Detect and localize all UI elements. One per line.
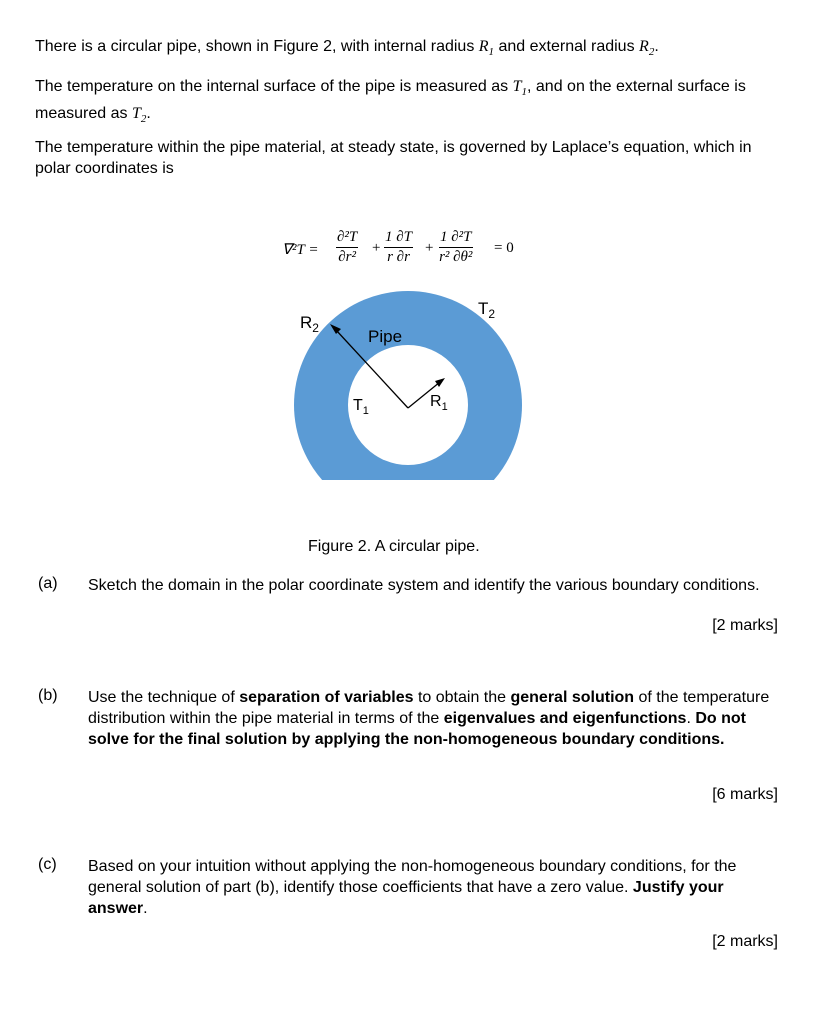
question-b-bold-segment: general solution — [510, 689, 635, 706]
pipe-figure — [280, 290, 540, 480]
intro-text: . — [146, 105, 151, 123]
equation-fraction-2 — [384, 228, 413, 267]
label-r2: $R_2$ — [300, 313, 319, 335]
question-a-label: (a) — [38, 575, 58, 592]
symbol-r1-sub: 1 — [488, 46, 495, 59]
label-t2: $T_2$ — [478, 299, 496, 321]
question-c-text — [88, 856, 778, 919]
equation-plus-2: + — [425, 240, 434, 256]
fraction-2-numerator: 1 ∂T — [384, 228, 413, 248]
fraction-1-numerator: ∂²T — [336, 228, 358, 248]
question-c-segment: Based on your intuition without applying the non-homogeneous boundary conditions, for the general solution of part (b), identify those coefficients that have a zero value. — [88, 858, 737, 896]
intro-text: . — [654, 38, 659, 55]
equation-rhs: = 0 — [494, 240, 514, 256]
label-r1: $R_1$ — [430, 393, 448, 413]
question-b-bold-segment: eigenvalues and eigenfunctions — [443, 710, 687, 727]
question-b-text — [88, 687, 778, 750]
intro-text: There is a circular pipe, shown in Figure 2, with internal radius — [35, 38, 479, 55]
question-b-segment: Use the technique of — [88, 689, 240, 706]
equation-lhs: ∇²T = — [282, 242, 319, 258]
intro-text: and external radius — [494, 38, 640, 55]
symbol-r2: R — [639, 38, 649, 55]
symbol-t2: T — [131, 105, 141, 123]
question-b-marks: [6 marks] — [712, 786, 778, 803]
equation-fraction-3 — [439, 228, 473, 267]
intro-paragraph-2 — [35, 76, 765, 130]
fraction-3-denominator: r² ∂θ² — [439, 249, 473, 265]
fraction-1-denominator: ∂r² — [338, 249, 356, 265]
laplace-equation — [282, 226, 562, 276]
symbol-t1-sub: 1 — [521, 86, 528, 99]
question-b-bold-segment: Do not solve for the final solution by applying the non-homogeneous boundary conditions. — [88, 710, 746, 748]
figure-caption: Figure 2. A circular pipe. — [308, 538, 480, 555]
equation-fraction-1 — [336, 228, 358, 267]
question-c-marks: [2 marks] — [712, 933, 778, 950]
intro-paragraph-1 — [35, 36, 780, 63]
question-b-label: (b) — [38, 687, 58, 704]
question-b-segment: . — [686, 710, 696, 727]
question-c-segment: . — [143, 900, 148, 917]
question-c-bold-segment: Justify your answer — [88, 879, 724, 917]
label-pipe: Pipe — [368, 327, 403, 346]
question-c-label: (c) — [38, 856, 57, 873]
intro-text: The temperature on the internal surface of the pipe is measured as — [35, 78, 513, 95]
question-a-text: Sketch the domain in the polar coordinate system and identify the various boundary conditions. — [88, 577, 760, 594]
question-a-marks: [2 marks] — [712, 617, 778, 634]
symbol-t1: T — [512, 78, 522, 95]
question-b-segment: of the temperature distribution within the pipe material in terms of the — [88, 689, 770, 727]
equation-plus-1: + — [372, 240, 381, 256]
question-b-segment: to obtain the — [413, 689, 511, 706]
intro-paragraph-3: The temperature within the pipe material, at steady state, is governed by Laplace’s equation, which in polar coordinates is — [35, 139, 752, 177]
fraction-3-numerator: 1 ∂²T — [439, 228, 473, 248]
label-t1: $T_1$ — [353, 397, 369, 417]
symbol-r1: R — [478, 38, 489, 55]
fraction-2-denominator: r ∂r — [387, 249, 410, 265]
symbol-t2-sub: 2 — [140, 113, 147, 126]
question-b-bold-segment: separation of variables — [239, 689, 414, 706]
intro-text: , and on the external surface is measured as — [35, 78, 746, 123]
symbol-r2-sub: 2 — [648, 46, 655, 59]
